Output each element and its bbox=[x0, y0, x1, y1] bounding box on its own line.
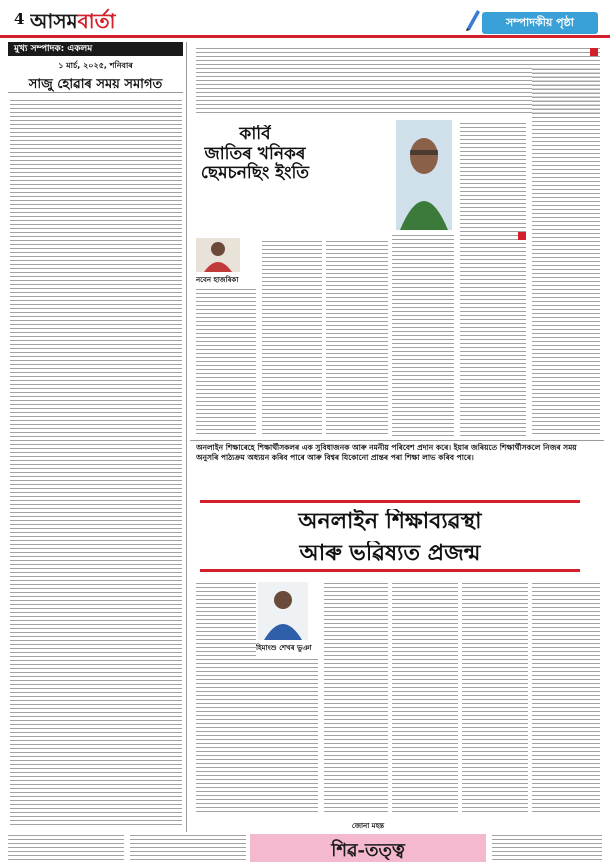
article1-photo bbox=[396, 120, 452, 230]
article2-col0-text bbox=[196, 580, 256, 814]
editor-label: মুখ্য সম্পাদক: একলম bbox=[8, 42, 183, 56]
article1-title-line3: ছেমচনছিং ইংতি bbox=[200, 163, 310, 184]
paper-logo bbox=[30, 7, 150, 33]
masthead bbox=[0, 0, 610, 38]
logo-part-b: বাৰ্তা bbox=[77, 9, 116, 33]
logo-part-a: আসম bbox=[30, 9, 78, 33]
article3-col1-text bbox=[8, 832, 124, 862]
editorial-body bbox=[10, 97, 182, 827]
article2-title-line2: আৰু ভৱিষ্যত প্ৰজন্ম bbox=[299, 541, 481, 566]
article1-col1-text bbox=[196, 286, 256, 436]
article3-title-box bbox=[250, 834, 486, 862]
red-square-icon bbox=[590, 48, 598, 56]
page-number: 4 bbox=[14, 10, 25, 28]
article2-title-box bbox=[200, 500, 580, 572]
article3-author: জোনা মহন্ত bbox=[351, 822, 385, 830]
article1-title-line2: জাতিৰ খনিকৰ bbox=[204, 143, 306, 164]
article1-author: নবেন হাজৰিকা bbox=[196, 276, 239, 284]
article2-col2-text bbox=[324, 580, 388, 814]
article1-col5-text bbox=[460, 120, 526, 436]
article1-col3-text bbox=[326, 238, 388, 436]
article2-author-photo bbox=[258, 582, 308, 640]
article2-col4-text bbox=[462, 580, 528, 814]
red-square-icon bbox=[518, 232, 526, 240]
article2-col1-text bbox=[256, 656, 318, 814]
editor-date: ১ মাৰ্চ, ২০২৫, শনিবাৰ bbox=[58, 61, 133, 70]
article3-title: শিৱ-তত্ত্ব bbox=[331, 840, 405, 860]
article2-top-rule bbox=[190, 440, 604, 441]
pen-icon bbox=[463, 6, 483, 32]
article3-col2-text bbox=[130, 832, 246, 862]
article1-author-photo bbox=[196, 238, 240, 272]
article3-col5-text bbox=[492, 832, 602, 862]
section-tag: সম্পাদকীয় পৃষ্ঠা bbox=[482, 12, 598, 34]
column-divider bbox=[186, 42, 187, 832]
editorial-title: সাজু হোৱাৰ সময় সমাগত bbox=[8, 75, 183, 93]
article2-col5-text bbox=[532, 580, 600, 814]
article2-col3-text bbox=[392, 580, 458, 814]
article2-intro: অনলাইন শিক্ষাৰেহে শিক্ষাৰ্থীসকলৰ এক সুবিধাজনক আৰু নমনীয় পৰিবেশ প্ৰদান কৰে। ইয়াৰ জৰিয়তে শিক্ষাৰ্থীসকলে নিজৰ সময় অনুসৰি পাঠ্যক্ৰম অধ্যয়ন কৰিব পাৰে আৰু বিশ্বৰ যিকোনো প্ৰান্তৰ পৰা শিক্ষা লাভ কৰিব পাৰে। bbox=[196, 443, 577, 463]
article1-title bbox=[196, 125, 314, 235]
article1-col2-text bbox=[262, 238, 322, 436]
article2-author: হিমাংশু শেখৰ ভুঞা bbox=[256, 644, 312, 652]
article1-col4-text bbox=[392, 232, 454, 436]
article2-title-line1: অনলাইন শিক্ষাব্যৱস্থা bbox=[298, 509, 482, 534]
article1-title-line1: কাৰ্বি bbox=[239, 125, 271, 144]
article1-col6-text bbox=[532, 66, 600, 436]
